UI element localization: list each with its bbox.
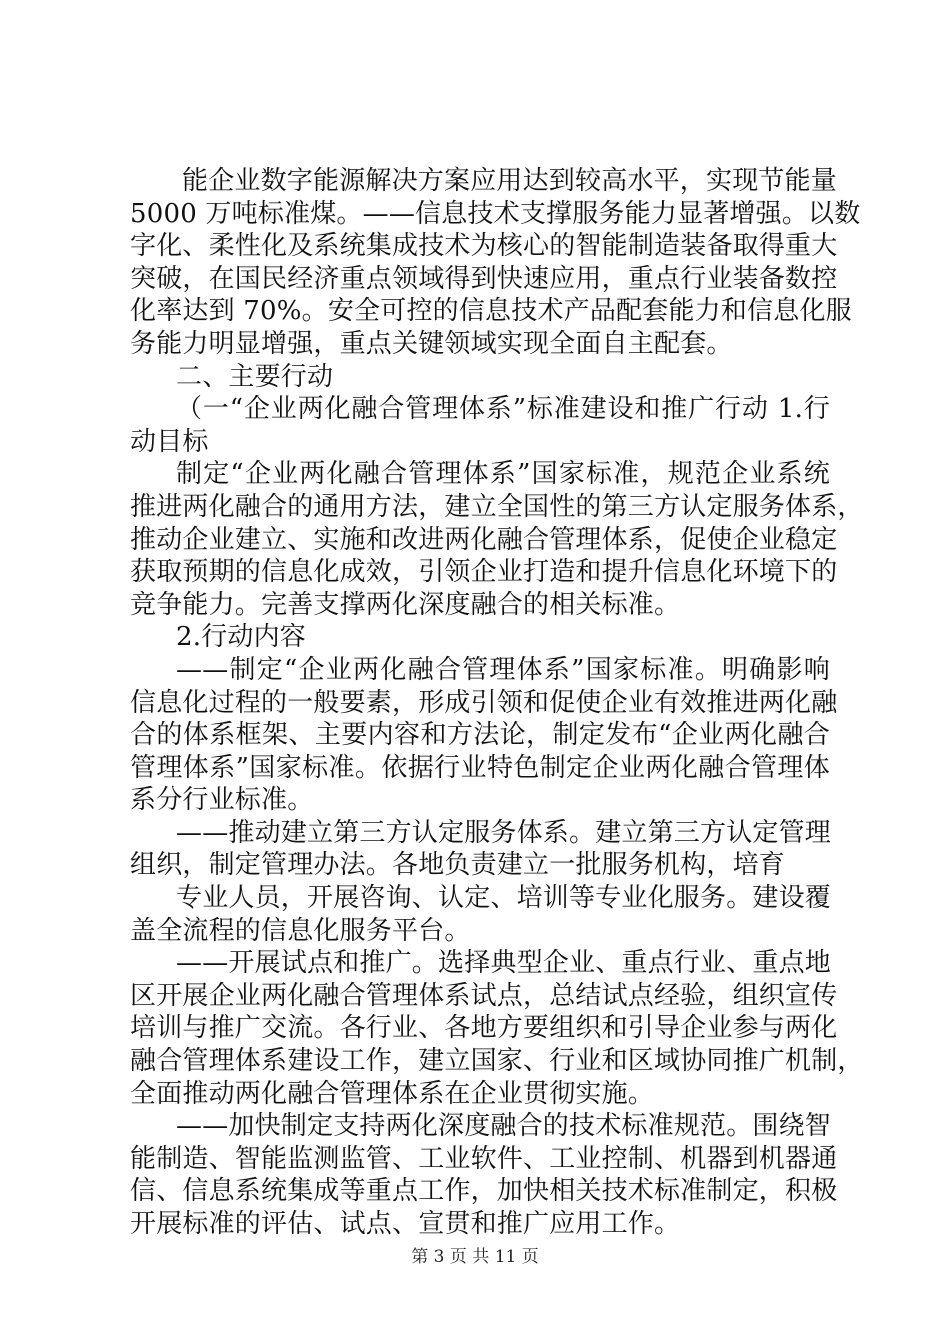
text-line: 竞争能力。完善支撑两化深度融合的相关标准。 xyxy=(130,589,681,620)
text-line: 能企业数字能源解决方案应用达到较高水平，实现节能量 xyxy=(182,166,838,196)
text-line: 获取预期的信息化成效，引领企业打造和提升信息化环境下的 xyxy=(130,557,838,588)
text-line: 推进两化融合的通用方法，建立全国性的第三方认定服务体系， xyxy=(130,491,864,522)
text-line: 专业人员，开展咨询、认定、培训等专业化服务。建设覆 xyxy=(176,883,832,914)
text-line: ——加快制定支持两化深度融合的技术标准规范。围绕智 xyxy=(176,1111,832,1142)
text-line: 融合管理体系建设工作，建立国家、行业和区域协同推广机制， xyxy=(130,1046,864,1077)
text-line: ——制定“企业两化融合管理体系”国家标准。明确影响 xyxy=(176,654,830,685)
text-line: 合的体系框架、主要内容和方法论，制定发布“企业两化融合 xyxy=(130,720,830,751)
text-line: 培训与推广交流。各行业、各地方要组织和引导企业参与两化 xyxy=(130,1013,838,1044)
text-line: 字化、柔性化及系统集成技术为核心的智能制造装备取得重大 xyxy=(130,231,838,262)
subsection-heading: （一“企业两化融合管理体系”标准建设和推广行动 1.行 xyxy=(176,394,830,425)
text-line: 组织，制定管理办法。各地负责建立一批服务机构，培育 xyxy=(130,850,786,881)
page-number-footer: 第 3 页 共 11 页 xyxy=(411,1247,539,1267)
text-line: 突破，在国民经济重点领域得到快速应用，重点行业装备数控 xyxy=(130,263,838,294)
document-body xyxy=(130,165,864,1241)
text-line: 信息化过程的一般要素，形成引领和促使企业有效推进两化融 xyxy=(130,687,838,718)
text-line: 5000 万吨标准煤。——信息技术支撑服务能力显著增强。以数 xyxy=(130,198,861,229)
text-line: 开展标准的评估、试点、宣贯和推广应用工作。 xyxy=(130,1209,681,1239)
text-line: 管理体系”国家标准。依据行业特色制定企业两化融合管理体 xyxy=(130,752,830,783)
text-line: 区开展企业两化融合管理体系试点，总结试点经验，组织宣传 xyxy=(130,980,838,1011)
text-line: 信、信息系统集成等重点工作，加快相关技术标准制定，积极 xyxy=(130,1176,838,1207)
text-line: ——开展试点和推广。选择典型企业、重点行业、重点地 xyxy=(176,948,832,979)
text-line: 全面推动两化融合管理体系在企业贯彻实施。 xyxy=(130,1078,655,1109)
text-line: ——推动建立第三方认定服务体系。建立第三方认定管理 xyxy=(176,817,832,848)
text-line: 务能力明显增强，重点关键领域实现全面自主配套。 xyxy=(130,328,733,359)
text-line: 制定“企业两化融合管理体系”国家标准，规范企业系统 xyxy=(176,459,830,490)
text-line: 能制造、智能监测监管、工业软件、工业控制、机器到机器通 xyxy=(130,1143,838,1174)
section-heading: 二、主要行动 xyxy=(176,361,334,392)
text-line: 动目标 xyxy=(130,426,209,457)
text-line: 盖全流程的信息化服务平台。 xyxy=(130,915,471,946)
text-line: 推动企业建立、实施和改进两化融合管理体系，促使企业稳定 xyxy=(130,524,838,555)
text-line: 化率达到 70%。安全可控的信息技术产品配套能力和信息化服 xyxy=(130,296,852,327)
item-heading: 2.行动内容 xyxy=(176,622,307,653)
text-line: 系分行业标准。 xyxy=(130,785,314,816)
